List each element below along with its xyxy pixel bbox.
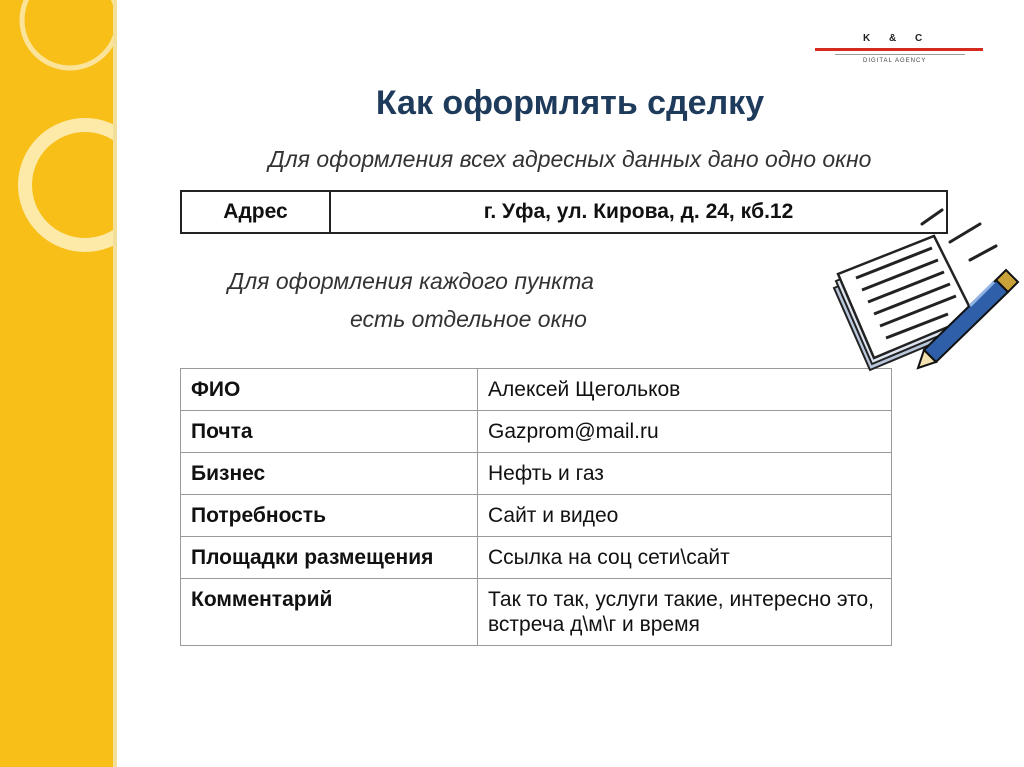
table-row — [181, 453, 892, 495]
company-logo — [815, 32, 985, 72]
notebook-pen-icon — [820, 208, 1020, 378]
row-label: Комментарий — [181, 579, 478, 646]
row-label: Почта — [181, 411, 478, 453]
row-value: Сайт и видео — [478, 495, 892, 537]
table-row — [181, 369, 892, 411]
row-label: ФИО — [181, 369, 478, 411]
address-value: г. Уфа, ул. Кирова, д. 24, кб.12 — [330, 191, 947, 233]
table-row — [181, 495, 892, 537]
address-label: Адрес — [181, 191, 330, 233]
logo-tagline: DIGITAL AGENCY — [863, 58, 927, 64]
row-value: Ссылка на соц сети\сайт — [478, 537, 892, 579]
row-label: Потребность — [181, 495, 478, 537]
logo-red-bar — [815, 48, 983, 51]
note-line-1: Для оформления каждого пункта — [228, 268, 594, 294]
table-row — [181, 537, 892, 579]
slide-subtitle: Для оформления всех адресных данных дано одно окно — [268, 146, 872, 172]
row-value: Алексей Щегольков — [478, 369, 892, 411]
row-value: Gazprom@mail.ru — [478, 411, 892, 453]
row-label: Площадки размещения — [181, 537, 478, 579]
side-band — [0, 0, 113, 767]
circles-decoration — [0, 0, 113, 767]
logo-grey-bar — [835, 54, 965, 55]
table-row — [181, 411, 892, 453]
side-band-edge — [113, 0, 117, 767]
row-label: Бизнес — [181, 453, 478, 495]
deal-table — [180, 368, 892, 646]
slide-title: Как оформлять сделку — [375, 84, 765, 122]
note-line-2: есть отдельное окно — [350, 306, 587, 332]
row-value: Так то так, услуги такие, интересно это, встреча д\м\г и время — [478, 579, 892, 646]
row-value: Нефть и газ — [478, 453, 892, 495]
logo-letters: K & C — [863, 33, 931, 44]
table-row — [181, 579, 892, 646]
